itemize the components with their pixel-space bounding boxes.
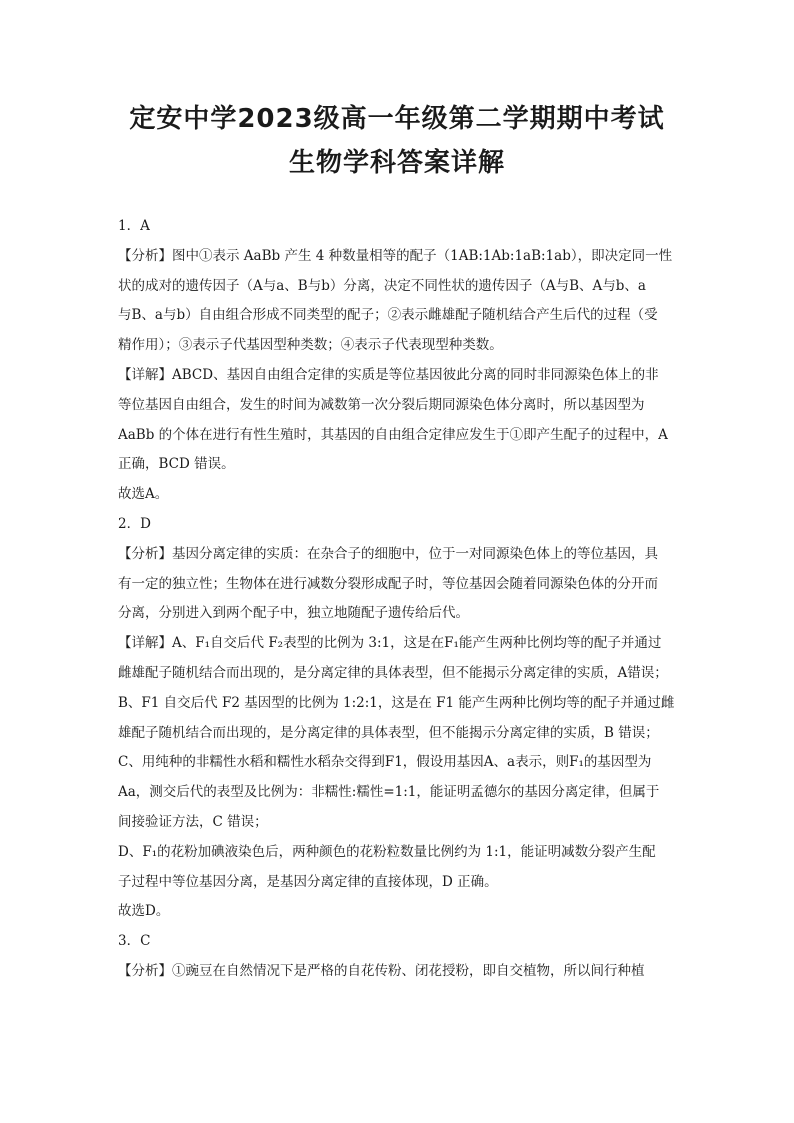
text-line: 正确，BCD 错误。 — [118, 456, 235, 473]
text-line: 【分析】图中①表示 AaBb 产生 4 种数量相等的配子（1AB:1Ab:1aB:1ab），即决定同一性 — [118, 247, 673, 264]
text-line: AaBb 的个体在进行有性生殖时，其基因的自由组合定律应发生于①即产生配子的过程中，A — [118, 426, 668, 443]
text-line: 等位基因自由组合，发生的时间为减数第一次分裂后期同源染色体分离时，所以基因型为 — [118, 396, 645, 413]
text-line: 子过程中等位基因分离，是基因分离定律的直接体现，D 正确。 — [118, 873, 498, 890]
text-line: 雄配子随机结合而出现的，是分离定律的具体表型，但不能揭示分离定律的实质，B 错误； — [118, 724, 659, 741]
document-title: 定安中学2023级高一年级第二学期期中考试 — [129, 104, 665, 134]
text-line: 间接验证方法，C 错误； — [118, 813, 268, 830]
text-line: 精作用）；③表示子代基因型种类数；④表示子代表现型种类数。 — [118, 337, 503, 354]
text-line: 状的成对的遗传因子（A与a、B与b）分离，决定不同性状的遗传因子（A与B、A与b、a — [118, 277, 646, 294]
text-line: 【详解】ABCD、基因自由组合定律的实质是等位基因彼此分离的同时非同源染色体上的非 — [118, 366, 659, 383]
text-line: 2．D — [118, 515, 151, 532]
text-line: 故选D。 — [118, 903, 170, 920]
text-line: 有一定的独立性；生物体在进行减数分裂形成配子时，等位基因会随着同源染色体的分开而 — [118, 575, 658, 592]
text-line: 1．A — [118, 218, 150, 234]
text-line: 与B、a与b）自由组合形成不同类型的配子；②表示雌雄配子随机结合产生后代的过程（受 — [118, 307, 658, 324]
text-line: 【详解】A、F₁自交后代 F₂表型的比例为 3:1，这是在F₁能产生两种比例均等的配子并通过 — [118, 635, 662, 652]
text-line: B、F1 自交后代 F2 基因型的比例为 1:2:1，这是在 F1 能产生两种比例均等的配子并通过雌 — [118, 694, 675, 711]
text-line: 雌雄配子随机结合而出现的，是分离定律的具体表型，但不能揭示分离定律的实质，A错误； — [118, 664, 668, 681]
text-line: 分离，分别进入到两个配子中，独立地随配子遗传给后代。 — [118, 605, 469, 622]
text-line: 3．C — [118, 933, 151, 950]
document-subtitle: 生物学科答案详解 — [288, 148, 505, 178]
text-line: 【分析】基因分离定律的实质：在杂合子的细胞中，位于一对同源染色体上的等位基因，具 — [118, 545, 658, 562]
text-line: D、F₁的花粉加碘液染色后，两种颜色的花粉粒数量比例约为 1:1，能证明减数分裂产生配 — [118, 843, 656, 860]
text-line: 【分析】①豌豆在自然情况下是严格的自花传粉、闭花授粉，即自交植物，所以间行种植 — [118, 962, 645, 979]
answer-body — [118, 212, 688, 987]
text-line: Aa，测交后代的表型及比例为：非糯性:糯性=1:1，能证明孟德尔的基因分离定律，但属于 — [118, 784, 660, 801]
text-line: C、用纯种的非糯性水稻和糯性水稻杂交得到F1，假设用基因A、a表示，则F₁的基因型为 — [118, 754, 652, 771]
text-line: 故选A。 — [118, 486, 169, 503]
